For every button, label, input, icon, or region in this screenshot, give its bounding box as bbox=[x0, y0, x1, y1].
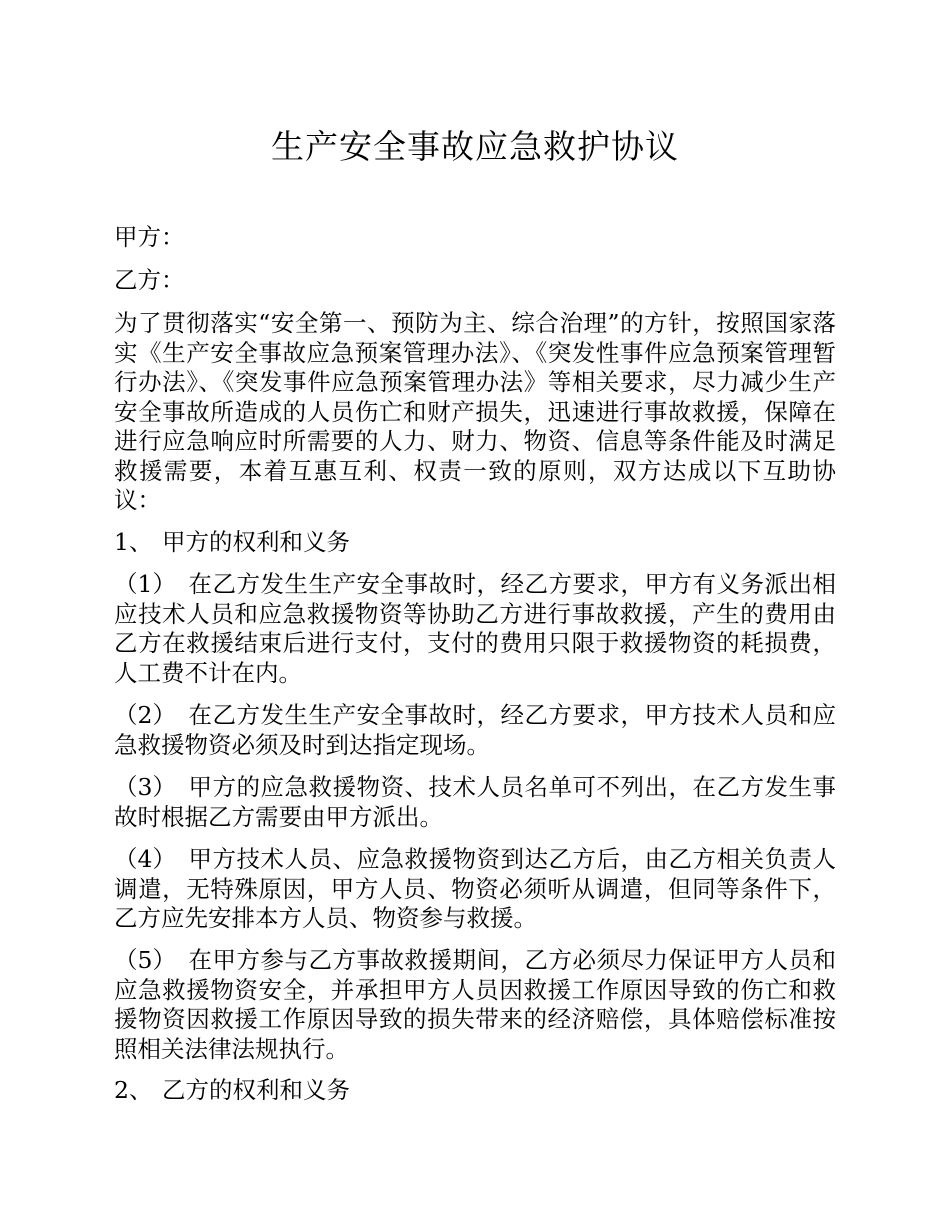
clause-1-5-number: （5） bbox=[114, 946, 176, 974]
clause-1-4-number: （4） bbox=[114, 845, 176, 873]
intro-paragraph: 为了贯彻落实“安全第一、预防为主、综合治理”的方针，按照国家落实《生产安全事故应急预案管理办法》、《突发性事件应急预案管理暂行办法》、《突发事件应急预案管理办法》等相关要求，尽力减少生产安全事故所造成的人员伤亡和财产损失，迅速进行事故救援，保障在进行应急响应时所需要的人力、财力、物资、信息等条件能及时满足救援需要，本着互惠互利、权责一致的原则，双方达成以下互助协议： bbox=[114, 309, 836, 514]
section-1-number: 1、 bbox=[114, 528, 153, 556]
section-2-heading bbox=[114, 1076, 836, 1106]
section-1-heading bbox=[114, 528, 836, 558]
clause-1-1-text: 在乙方发生生产安全事故时，经乙方要求，甲方有义务派出相应技术人员和应急救援物资等协助乙方进行事故救援，产生的费用由乙方在救援结束后进行支付，支付的费用只限于救援物资的耗损费，人工费不计在内。 bbox=[114, 570, 836, 687]
clause-1-2-text: 在乙方发生生产安全事故时，经乙方要求，甲方技术人员和应急救援物资必须及时到达指定现场。 bbox=[114, 701, 836, 759]
clause-1-5-text: 在甲方参与乙方事故救援期间，乙方必须尽力保证甲方人员和应急救援物资安全，并承担甲方人员因救援工作原因导致的伤亡和救援物资因救援工作原因导致的损失带来的经济赔偿，具体赔偿标准按照相关法律法规执行。 bbox=[114, 946, 836, 1063]
clause-1-5 bbox=[114, 946, 836, 1064]
clause-1-1-number: （1） bbox=[114, 570, 176, 598]
party-a-line: 甲方： bbox=[114, 223, 185, 251]
clause-1-3-text: 甲方的应急救援物资、技术人员名单可不列出，在乙方发生事故时根据乙方需要由甲方派出。 bbox=[114, 773, 836, 831]
clause-1-3-number: （3） bbox=[114, 773, 176, 801]
section-2-number: 2、 bbox=[114, 1076, 153, 1104]
party-b-line: 乙方： bbox=[114, 266, 185, 294]
clause-1-4 bbox=[114, 845, 836, 934]
section-1-title: 甲方的权利和义务 bbox=[162, 528, 350, 556]
section-2-title: 乙方的权利和义务 bbox=[162, 1076, 350, 1104]
document-title: 生产安全事故应急救护协议 bbox=[271, 127, 679, 166]
clause-1-3 bbox=[114, 773, 836, 832]
clause-1-2-number: （2） bbox=[114, 701, 176, 729]
clause-1-4-text: 甲方技术人员、应急救援物资到达乙方后，由乙方相关负责人调遣，无特殊原因，甲方人员、物资必须听从调遣，但同等条件下，乙方应先安排本方人员、物资参与救援。 bbox=[114, 845, 836, 932]
clause-1-2 bbox=[114, 701, 836, 760]
clause-1-1 bbox=[114, 570, 836, 688]
